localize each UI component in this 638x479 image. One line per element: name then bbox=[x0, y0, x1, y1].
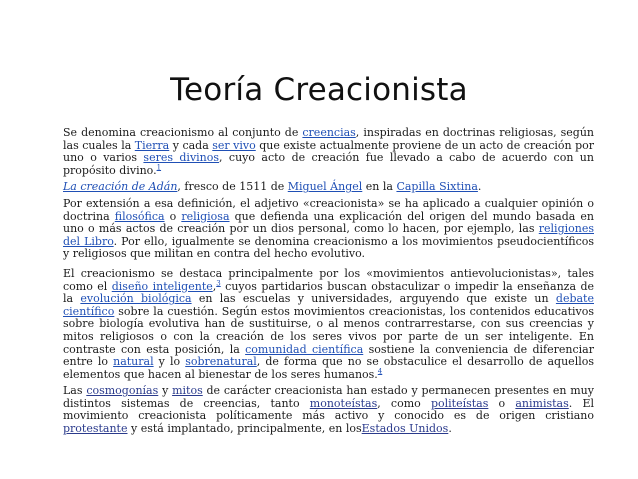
paragraph-extension bbox=[63, 198, 594, 261]
text: El creacionismo se destaca principalmente por los «movimientos antievolucionistas», tales como el bbox=[63, 266, 594, 293]
link-capilla-sixtina[interactable]: Capilla Sixtina bbox=[396, 180, 478, 194]
paragraph-cosmogonias bbox=[63, 385, 594, 435]
text: que existe actualmente proviene de un acto de creación por uno o varios bbox=[63, 138, 595, 165]
link-protestante[interactable]: protestante bbox=[63, 422, 128, 436]
footnote-link-1[interactable]: 1 bbox=[156, 163, 162, 172]
link-miguel-angel[interactable]: Miguel Ángel bbox=[287, 180, 363, 194]
text: , como bbox=[377, 396, 431, 410]
text: cuyos partidarios buscan obstaculizar o impedir la enseñanza de la bbox=[63, 279, 594, 306]
link-estados-unidos[interactable]: Estados Unidos bbox=[361, 422, 449, 436]
link-diseno-inteligente[interactable]: diseño inteligente bbox=[111, 279, 213, 293]
text: sostiene la conveniencia de diferenciar entre lo bbox=[63, 342, 594, 369]
footnote-link-3[interactable]: 3 bbox=[216, 278, 221, 287]
paragraph-definition bbox=[63, 127, 594, 177]
link-mitos[interactable]: mitos bbox=[172, 384, 203, 398]
text: en la bbox=[362, 180, 397, 194]
text: o bbox=[488, 396, 516, 410]
image-caption bbox=[63, 181, 594, 194]
text: Por extensión a esa definición, el adjetivo «creacionista» se ha aplicado a cualquier opinión o doctrina bbox=[63, 196, 594, 223]
text: y cada bbox=[169, 138, 213, 152]
link-filosofica[interactable]: filosófica bbox=[114, 209, 165, 223]
link-cosmogonias[interactable]: cosmogonías bbox=[86, 384, 159, 398]
text: , inspiradas en doctrinas religiosas, según las cuales la bbox=[63, 126, 594, 152]
link-sobrenatural[interactable]: sobrenatural bbox=[185, 355, 257, 369]
text: , cuyo acto de creación fue llevado a cabo de acuerdo con un propósito divino. bbox=[63, 151, 594, 177]
link-religiones-del-libro[interactable]: religiones del Libro bbox=[63, 222, 594, 248]
text: . Por ello, igualmente se denomina creacionismo a los movimientos pseudocientíficos y religiosos que militan en contra del hecho evolutivo. bbox=[63, 234, 594, 261]
footnote-link-4[interactable]: 4 bbox=[377, 367, 383, 376]
link-debate-cientifico[interactable]: debate científico bbox=[63, 292, 594, 318]
text: que defienda una explicación del origen del mundo basada en uno o más actos de creación por un dios personal, como lo hacen, por ejemplo, las bbox=[63, 209, 594, 236]
link-ser-vivo[interactable]: ser vivo bbox=[212, 138, 256, 152]
slide-title: Teoría Creacionista bbox=[170, 72, 468, 108]
paragraph-antievolucionistas bbox=[63, 268, 594, 381]
text: y bbox=[158, 384, 173, 398]
text: . bbox=[477, 180, 482, 194]
link-tierra[interactable]: Tierra bbox=[134, 138, 170, 152]
link-monoteistas[interactable]: monoteístas bbox=[309, 396, 378, 410]
link-natural[interactable]: natural bbox=[113, 355, 154, 369]
text: , bbox=[212, 279, 217, 293]
text: Se denomina creacionismo al conjunto de bbox=[63, 126, 303, 139]
link-politeistas[interactable]: politeístas bbox=[430, 396, 489, 410]
link-comunidad-cientifica[interactable]: comunidad científica bbox=[245, 342, 364, 356]
link-creencias[interactable]: creencias bbox=[302, 126, 356, 139]
link-la-creacion-de-adan[interactable]: La creación de Adán bbox=[63, 180, 178, 194]
text: en las escuelas y universidades, arguyendo que existe un bbox=[191, 292, 556, 306]
text: , fresco de 1511 de bbox=[177, 180, 288, 194]
text: o bbox=[164, 209, 182, 223]
link-religiosa[interactable]: religiosa bbox=[181, 209, 230, 223]
text: . bbox=[448, 422, 452, 436]
text: y está implantado, principalmente, en los bbox=[127, 422, 362, 436]
text: y lo bbox=[153, 355, 186, 369]
text: , de forma que no se obstaculice el desarrollo de aquellos elementos que hacen al bienestar de los seres humanos. bbox=[63, 355, 594, 381]
text: sobre la cuestión. Según estos movimientos creacionistas, los contenidos educativos sobre biología evolutiva han de sustituirse, o al menos contrarrestarse, con sus creencias y mitos religiosos o con la creación de los seres vivos por parte de un ser inteligente. En contraste con esta posición, la bbox=[63, 304, 594, 356]
text: de carácter creacionista han estado y permanecen presentes en muy distintos sistemas de creencias, tanto bbox=[63, 384, 594, 410]
text: . El movimiento creacionista políticamente más activo y conocido es de origen cristiano bbox=[63, 396, 594, 423]
slide-body bbox=[63, 127, 594, 436]
link-animistas[interactable]: animistas bbox=[515, 396, 569, 410]
link-evolucion-biologica[interactable]: evolución biológica bbox=[80, 292, 192, 306]
link-seres-divinos[interactable]: seres divinos bbox=[143, 151, 220, 165]
text: Las bbox=[63, 384, 87, 398]
